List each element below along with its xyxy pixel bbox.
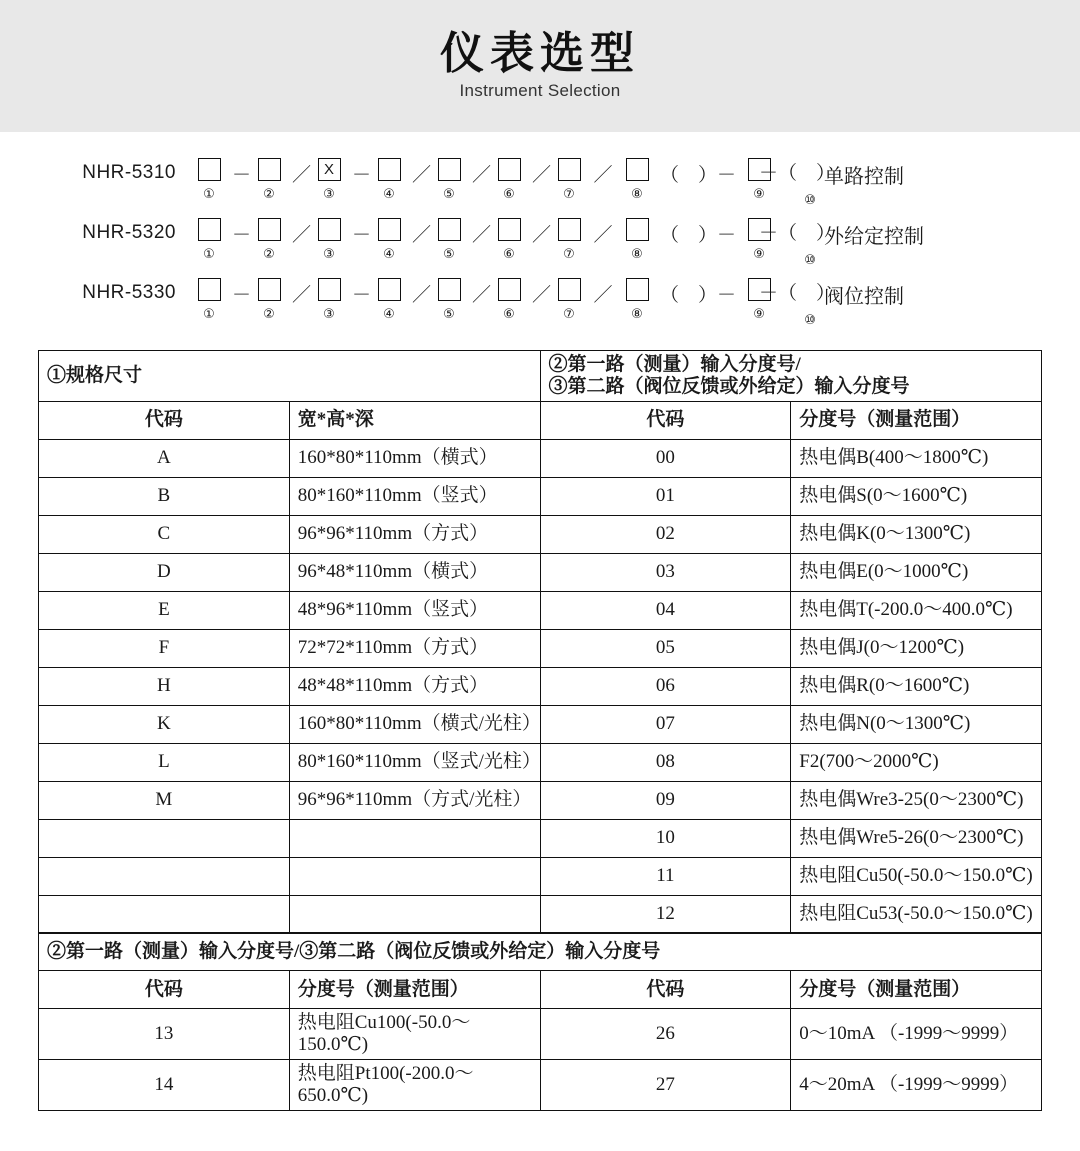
table-row [39,857,1042,895]
cell-desc: 热电阻Cu100(-50.0～150.0℃) [289,1009,540,1060]
col-header-code-right: 代码 [540,971,791,1009]
slot-group [186,274,232,322]
cell-desc: 热电偶T(-200.0～400.0℃) [791,591,1042,629]
separator-slash: ／ [412,225,432,246]
slot-group [246,154,292,202]
cell-code: 06 [540,667,791,705]
cell-code: F [39,629,290,667]
slot-number: ① [203,186,215,201]
cell-desc [289,819,540,857]
separator-slash: ／ [412,285,432,306]
slot-group [546,274,592,322]
slot-number: ⑩ [804,192,816,207]
cell-desc: 热电偶N(0～1300℃) [791,705,1042,743]
page-banner [0,0,1080,132]
cell-code: 04 [540,591,791,629]
slot-box[interactable] [498,278,521,301]
slot-number: ⑧ [631,306,643,321]
slot-sequence [186,154,836,208]
cell-desc: 160*80*110mm（横式/光柱） [289,705,540,743]
table-row [39,553,1042,591]
model-code-row [0,274,1080,328]
table-column-header-row [39,971,1042,1009]
cell-desc: 80*160*110mm（竖式） [289,477,540,515]
page-subtitle: Instrument Selection [459,81,621,101]
cell-desc: 0～10mA （-1999～9999） [791,1009,1042,1060]
table-row [39,705,1042,743]
cell-code: 27 [540,1059,791,1110]
table-row [39,477,1042,515]
model-tail-label: 外给定控制 [824,226,925,248]
slot-number: ③ [323,186,335,201]
slot-group [306,274,352,322]
cell-code: 01 [540,477,791,515]
cell-desc: 热电偶S(0～1600℃) [791,477,1042,515]
model-name: NHR-5320 [82,222,176,243]
cell-code: 10 [540,819,791,857]
table-row [39,591,1042,629]
col-header-range-left: 分度号（测量范围） [289,971,540,1009]
cell-code: 11 [540,857,791,895]
separator-close-paren: ）－ [698,165,737,186]
slot-group [546,154,592,202]
table-row [39,667,1042,705]
slot-group [759,214,836,268]
slot-group [426,274,472,322]
cell-desc: 4～20mA （-1999～9999） [791,1059,1042,1110]
separator-slash: ／ [472,165,492,186]
slot-box[interactable] [626,218,649,241]
separator-dash: － [232,225,252,246]
slot-box[interactable] [498,218,521,241]
slot-group [366,274,412,322]
slot-number: ⑨ [753,246,765,261]
table-header-row [39,933,1042,971]
slot-group [246,274,292,322]
model-code-row [0,214,1080,268]
separator-tail-paren: －（ ） [759,223,836,244]
slot-number: ③ [323,246,335,261]
model-tail-label: 阀位控制 [824,286,905,308]
slot-sequence [186,274,836,328]
col-header-size: 宽*高*深 [289,401,540,439]
cell-code: A [39,439,290,477]
separator-tail-paren: －（ ） [759,283,836,304]
model-tail-label: 单路控制 [824,166,905,188]
cell-code: L [39,743,290,781]
separator-slash: ／ [292,165,312,186]
separator-slash: ／ [593,225,613,246]
cell-code: 13 [39,1009,290,1060]
table-row [39,781,1042,819]
table2-header: ②第一路（测量）输入分度号/③第二路（阀位反馈或外给定）输入分度号 [39,933,1042,971]
separator-dash: － [352,165,372,186]
col-header-code-left: 代码 [39,971,290,1009]
slot-box[interactable] [558,278,581,301]
cell-desc: 热电偶Wre5-26(0～2300℃) [791,819,1042,857]
slot-box[interactable] [378,158,401,181]
separator-tail-paren: －（ ） [759,163,836,184]
separator-slash: ／ [472,285,492,306]
spec-table-2 [38,932,1042,1110]
model-code-section [0,132,1080,340]
slot-number: ⑩ [804,252,816,267]
table-column-header-row [39,401,1042,439]
separator-slash: ／ [532,285,552,306]
slot-number: ④ [383,246,395,261]
cell-desc: 72*72*110mm（方式） [289,629,540,667]
cell-code [39,819,290,857]
cell-code [39,895,290,933]
cell-code: K [39,705,290,743]
cell-desc: 热电偶J(0～1200℃) [791,629,1042,667]
slot-number: ⑧ [631,246,643,261]
cell-desc: 96*48*110mm（横式） [289,553,540,591]
slot-box[interactable] [498,158,521,181]
slot-number: ⑦ [563,186,575,201]
slot-box[interactable] [378,218,401,241]
table1-right-header-line1: ②第一路（测量）输入分度号/ [548,354,801,375]
table1-right-header-line2: ③第二路（阀位反馈或外给定）输入分度号 [548,375,910,397]
slot-group [486,214,532,262]
slot-group [614,154,660,202]
slot-number: ① [203,246,215,261]
col-header-code-right: 代码 [540,401,791,439]
slot-number: ⑨ [753,186,765,201]
separator-slash: ／ [472,225,492,246]
cell-desc: 热电偶B(400～1800℃) [791,439,1042,477]
cell-desc: 80*160*110mm（竖式/光柱） [289,743,540,781]
separator-slash: ／ [593,285,613,306]
slot-group [759,154,836,208]
cell-desc: 热电阻Cu53(-50.0～150.0℃) [791,895,1042,933]
slot-number: ② [263,306,275,321]
table1-left-header: ①规格尺寸 [39,351,541,402]
table1-right-header [540,351,1042,402]
cell-code: M [39,781,290,819]
slot-group [366,154,412,202]
cell-desc: F2(700～2000℃) [791,743,1042,781]
cell-code: C [39,515,290,553]
slot-box[interactable] [258,218,281,241]
separator-open-paren: （ [660,165,699,186]
table-row [39,895,1042,933]
cell-desc: 热电阻Cu50(-50.0～150.0℃) [791,857,1042,895]
slot-group [186,214,232,262]
cell-code [39,857,290,895]
slot-box[interactable] [198,218,221,241]
slot-number: ⑥ [503,306,515,321]
slot-group [306,154,352,202]
cell-desc: 160*80*110mm（横式） [289,439,540,477]
cell-code: 12 [540,895,791,933]
slot-group [246,214,292,262]
table-row [39,629,1042,667]
slot-box[interactable] [558,218,581,241]
cell-code: 08 [540,743,791,781]
cell-code: 26 [540,1009,791,1060]
col-header-code-left: 代码 [39,401,290,439]
slot-group [486,274,532,322]
page-title: 仪表选型 [440,28,640,78]
slot-group [366,214,412,262]
slot-box[interactable] [438,158,461,181]
slot-box[interactable] [438,278,461,301]
slot-group [759,274,836,328]
cell-desc: 热电偶E(0～1000℃) [791,553,1042,591]
table-row [39,743,1042,781]
cell-code: D [39,553,290,591]
slot-box[interactable] [258,278,281,301]
slot-box[interactable] [626,158,649,181]
col-header-range: 分度号（测量范围） [791,401,1042,439]
cell-code: 14 [39,1059,290,1110]
slot-box[interactable] [198,278,221,301]
cell-desc [289,895,540,933]
separator-slash: ／ [532,225,552,246]
slot-box[interactable] [318,218,341,241]
table-row [39,819,1042,857]
slot-group [186,154,232,202]
separator-slash: ／ [292,285,312,306]
slot-number: ⑧ [631,186,643,201]
table-row [39,515,1042,553]
slot-number: ⑥ [503,186,515,201]
table-row [39,1009,1042,1060]
table-header-row [39,351,1042,402]
slot-number: ① [203,306,215,321]
separator-open-paren: （ [660,225,699,246]
model-name: NHR-5330 [82,282,176,303]
slot-number: ⑤ [443,306,455,321]
separator-dash: － [232,165,252,186]
slot-number: ⑦ [563,306,575,321]
separator-slash: ／ [412,165,432,186]
slot-box[interactable] [318,278,341,301]
slot-group [426,214,472,262]
col-header-range-right: 分度号（测量范围） [791,971,1042,1009]
separator-dash: － [352,285,372,306]
table-row [39,1059,1042,1110]
cell-code: 07 [540,705,791,743]
separator-slash: ／ [532,165,552,186]
slot-number: ⑤ [443,186,455,201]
slot-box[interactable] [558,158,581,181]
slot-number: ⑩ [804,312,816,327]
slot-group [486,154,532,202]
slot-number: ② [263,246,275,261]
slot-number: ⑨ [753,306,765,321]
slot-sequence [186,214,836,268]
slot-group [426,154,472,202]
cell-desc: 48*48*110mm（方式） [289,667,540,705]
cell-code: 09 [540,781,791,819]
separator-close-paren: ）－ [698,285,737,306]
model-code-row [0,154,1080,208]
cell-desc: 96*96*110mm（方式） [289,515,540,553]
slot-box[interactable] [438,218,461,241]
separator-dash: － [232,285,252,306]
spec-table-1 [38,350,1042,934]
slot-group [614,274,660,322]
cell-desc: 热电阻Pt100(-200.0～650.0℃) [289,1059,540,1110]
slot-number: ② [263,186,275,201]
cell-code: 00 [540,439,791,477]
cell-code: E [39,591,290,629]
cell-desc [289,857,540,895]
slot-group [614,214,660,262]
slot-number: ⑥ [503,246,515,261]
slot-group [306,214,352,262]
slot-number: ④ [383,186,395,201]
slot-number: ③ [323,306,335,321]
cell-code: B [39,477,290,515]
cell-code: 05 [540,629,791,667]
separator-slash: ／ [292,225,312,246]
cell-code: 03 [540,553,791,591]
cell-desc: 热电偶R(0～1600℃) [791,667,1042,705]
table-row [39,439,1042,477]
cell-desc: 热电偶Wre3-25(0～2300℃) [791,781,1042,819]
model-name: NHR-5310 [82,162,176,183]
slot-group [546,214,592,262]
slot-box[interactable] [258,158,281,181]
cell-desc: 48*96*110mm（竖式） [289,591,540,629]
separator-slash: ／ [593,165,613,186]
separator-dash: － [352,225,372,246]
slot-number: ⑤ [443,246,455,261]
slot-number: ④ [383,306,395,321]
cell-code: H [39,667,290,705]
slot-number: ⑦ [563,246,575,261]
cell-code: 02 [540,515,791,553]
slot-box[interactable] [378,278,401,301]
slot-box[interactable] [198,158,221,181]
cell-desc: 热电偶K(0～1300℃) [791,515,1042,553]
separator-close-paren: ）－ [698,225,737,246]
cell-desc: 96*96*110mm（方式/光柱） [289,781,540,819]
slot-box[interactable] [626,278,649,301]
separator-open-paren: （ [660,285,699,306]
slot-box[interactable]: X [318,158,341,181]
